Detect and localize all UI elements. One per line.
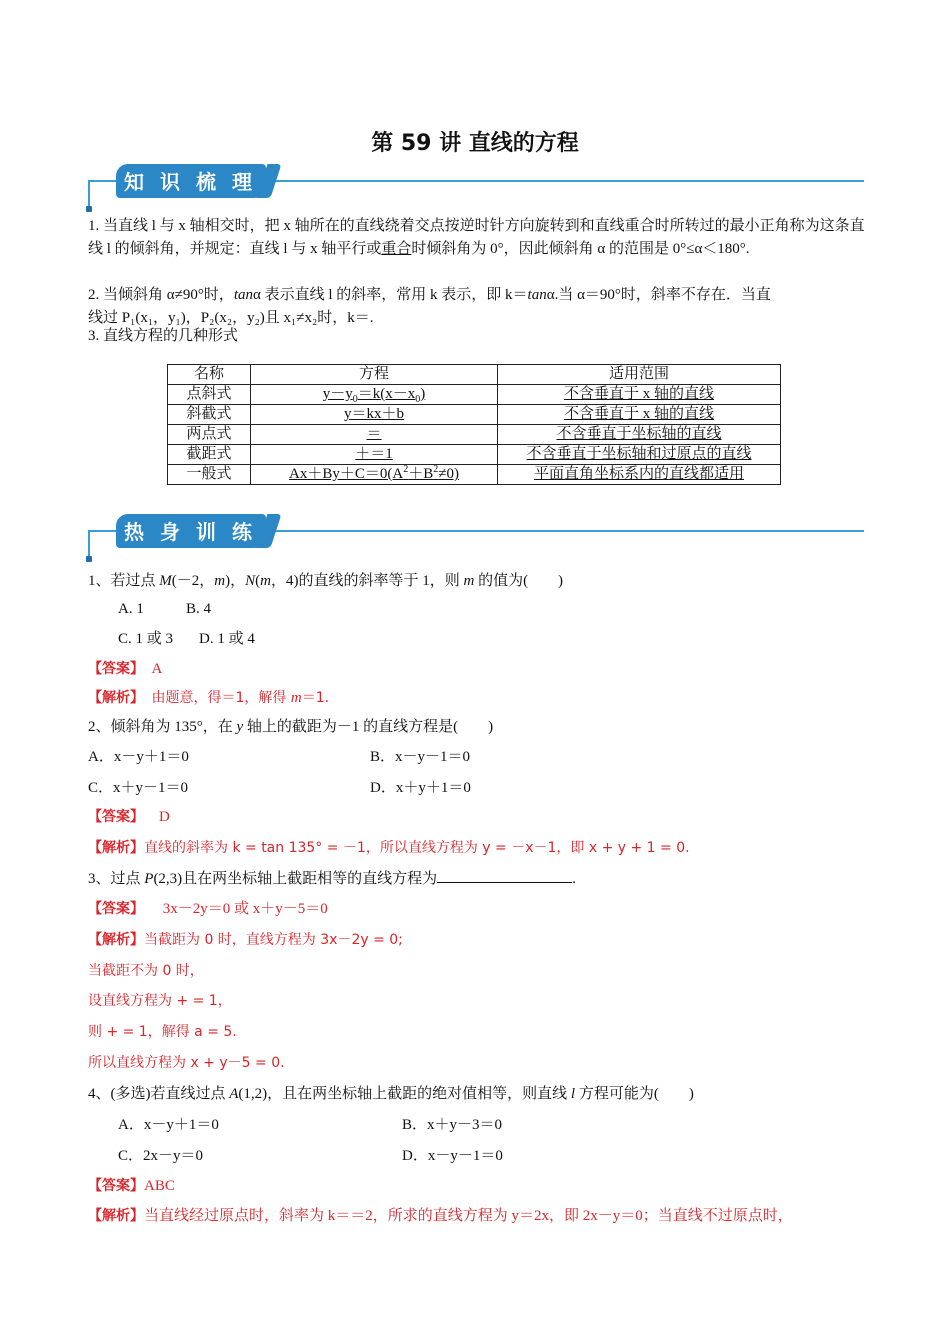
section-title-char: 热	[124, 519, 144, 544]
question-4: 4、(多选)若直线过点 A(1,2)，且在两坐标轴上截距的绝对值相等，则直线 l 方程可能为( )	[88, 1086, 694, 1102]
option-d: D. 1 或 4	[199, 631, 255, 647]
table-row	[168, 465, 781, 485]
table-header-cell: 方程	[251, 365, 498, 385]
section-header-warmup	[88, 510, 864, 556]
option-c: C. 1 或 3	[118, 631, 174, 647]
analysis-3-line: 则 + = 1，解得 a = 5.	[88, 1024, 237, 1040]
analysis-3-line: 设直线方程为 + = 1，	[88, 993, 232, 1009]
option-a: A．x－y＋1＝0	[118, 1117, 219, 1133]
analysis-1: 【解析】 由题意，得＝1，解得 m＝1.	[88, 690, 330, 706]
line-forms-table	[167, 364, 781, 485]
option-a: A. 1	[118, 601, 144, 617]
table-cell: ＋＝1	[251, 445, 498, 465]
option-a: A．x－y＋1＝0	[88, 749, 189, 765]
table-header-cell: 名称	[168, 365, 251, 385]
blank-line	[437, 868, 572, 883]
section-header-knowledge	[88, 160, 864, 206]
analysis-3: 【解析】当截距为 0 时，直线方程为 3x－2y = 0;	[88, 932, 403, 948]
section-title-char: 梳	[196, 169, 216, 194]
section-title-char: 身	[160, 519, 180, 544]
option-c: C．2x－y＝0	[118, 1148, 204, 1164]
table-cell: y＝kx＋b	[251, 405, 498, 425]
table-row	[168, 385, 781, 405]
section-title-char: 识	[160, 169, 180, 194]
table-header-row	[168, 365, 781, 385]
section-title-char: 练	[232, 519, 252, 544]
section-rule-vertical	[88, 180, 90, 208]
question-3: 3、过点 P(2,3)且在两坐标轴上截距相等的直线方程为 .	[88, 868, 868, 891]
answer-3: 【答案】 3x－2y＝0 或 x＋y－5＝0	[88, 901, 328, 917]
knowledge-point-1: 1. 当直线 l 与 x 轴相交时，把 x 轴所在的直线绕着交点按逆时针方向旋转到和直线重合时所转过的最小正角称为这条直线 l 的倾斜角，并规定：直线 l 与 x 轴平行或重合时倾斜角为 0°，因此倾斜角 α 的范围是 0°≤α＜180°.	[88, 218, 865, 257]
analysis-3-line: 当截距不为 0 时，	[88, 963, 204, 979]
table-cell: 一般式	[168, 465, 251, 485]
option-b: B．x＋y－3＝0	[402, 1117, 503, 1133]
table-cell: ＝	[251, 425, 498, 445]
option-b: B．x－y－1＝0	[370, 749, 471, 765]
table-cell: 不含垂直于坐标轴和过原点的直线	[498, 445, 781, 465]
answer-2: 【答案】 D	[88, 809, 170, 825]
answer-4: 【答案】ABC	[88, 1178, 175, 1194]
section-title-char: 训	[196, 519, 216, 544]
section-title-char: 理	[232, 169, 252, 194]
table-cell: $Ax+By+C=0(A^2+B^2\ne 0)$	[251, 465, 498, 485]
option-b: B. 4	[186, 601, 212, 617]
knowledge-point-2: 2. 当倾斜角 α≠90°时，tanα 表示直线 l 的斜率，常用 k 表示，即 k＝tanα.当 α＝90°时，斜率不存在．当直 线过 P₁(x₁，y₁)，P₂(x₂，y₂)且 x₁≠x₂时，k＝.	[88, 287, 771, 326]
section-dot	[86, 556, 92, 562]
table-cell: 点斜式	[168, 385, 251, 405]
question-1: 1、若过点 M(－2，m)，N(m，4)的直线的斜率等于 1，则 m 的值为( )	[88, 573, 564, 589]
section-title-char: 知	[124, 169, 144, 194]
table-cell: 不含垂直于 x 轴的直线	[498, 405, 781, 425]
option-c: C．x＋y－1＝0	[88, 780, 189, 796]
table-row	[168, 405, 781, 425]
analysis-2: 【解析】直线的斜率为 k = tan 135° = －1，所以直线方程为 y = －x－1，即 x + y + 1 = 0.	[88, 840, 690, 856]
table-cell: 不含垂直于 x 轴的直线	[498, 385, 781, 405]
table-cell: 不含垂直于坐标轴的直线	[498, 425, 781, 445]
option-d: D．x＋y＋1＝0	[370, 780, 471, 796]
table-cell: 截距式	[168, 445, 251, 465]
section-title	[120, 166, 256, 194]
table-cell: 平面直角坐标系内的直线都适用	[498, 465, 781, 485]
analysis-3-line: 所以直线方程为 x + y－5 = 0.	[88, 1055, 285, 1071]
page-title: 第 59 讲 直线的方程	[371, 131, 579, 156]
table-row	[168, 445, 781, 465]
section-dot	[86, 206, 92, 212]
table-cell: 斜截式	[168, 405, 251, 425]
analysis-4: 【解析】当直线经过原点时，斜率为 k＝＝2，所求的直线方程为 y＝2x，即 2x－y＝0；当直线不过原点时，	[88, 1208, 793, 1224]
section-rule-vertical	[88, 530, 90, 558]
table-header-cell: 适用范围	[498, 365, 781, 385]
table-cell: 两点式	[168, 425, 251, 445]
table-cell: $y-y_0=k(x-x_0)$	[251, 385, 498, 405]
section-title	[120, 516, 256, 544]
option-d: D．x－y－1＝0	[402, 1148, 503, 1164]
knowledge-point-3: 3. 直线方程的几种形式	[88, 328, 239, 344]
answer-1: 【答案】 A	[88, 661, 163, 677]
question-2: 2、倾斜角为 135°，在 y 轴上的截距为－1 的直线方程是( )	[88, 719, 494, 735]
table-row	[168, 425, 781, 445]
